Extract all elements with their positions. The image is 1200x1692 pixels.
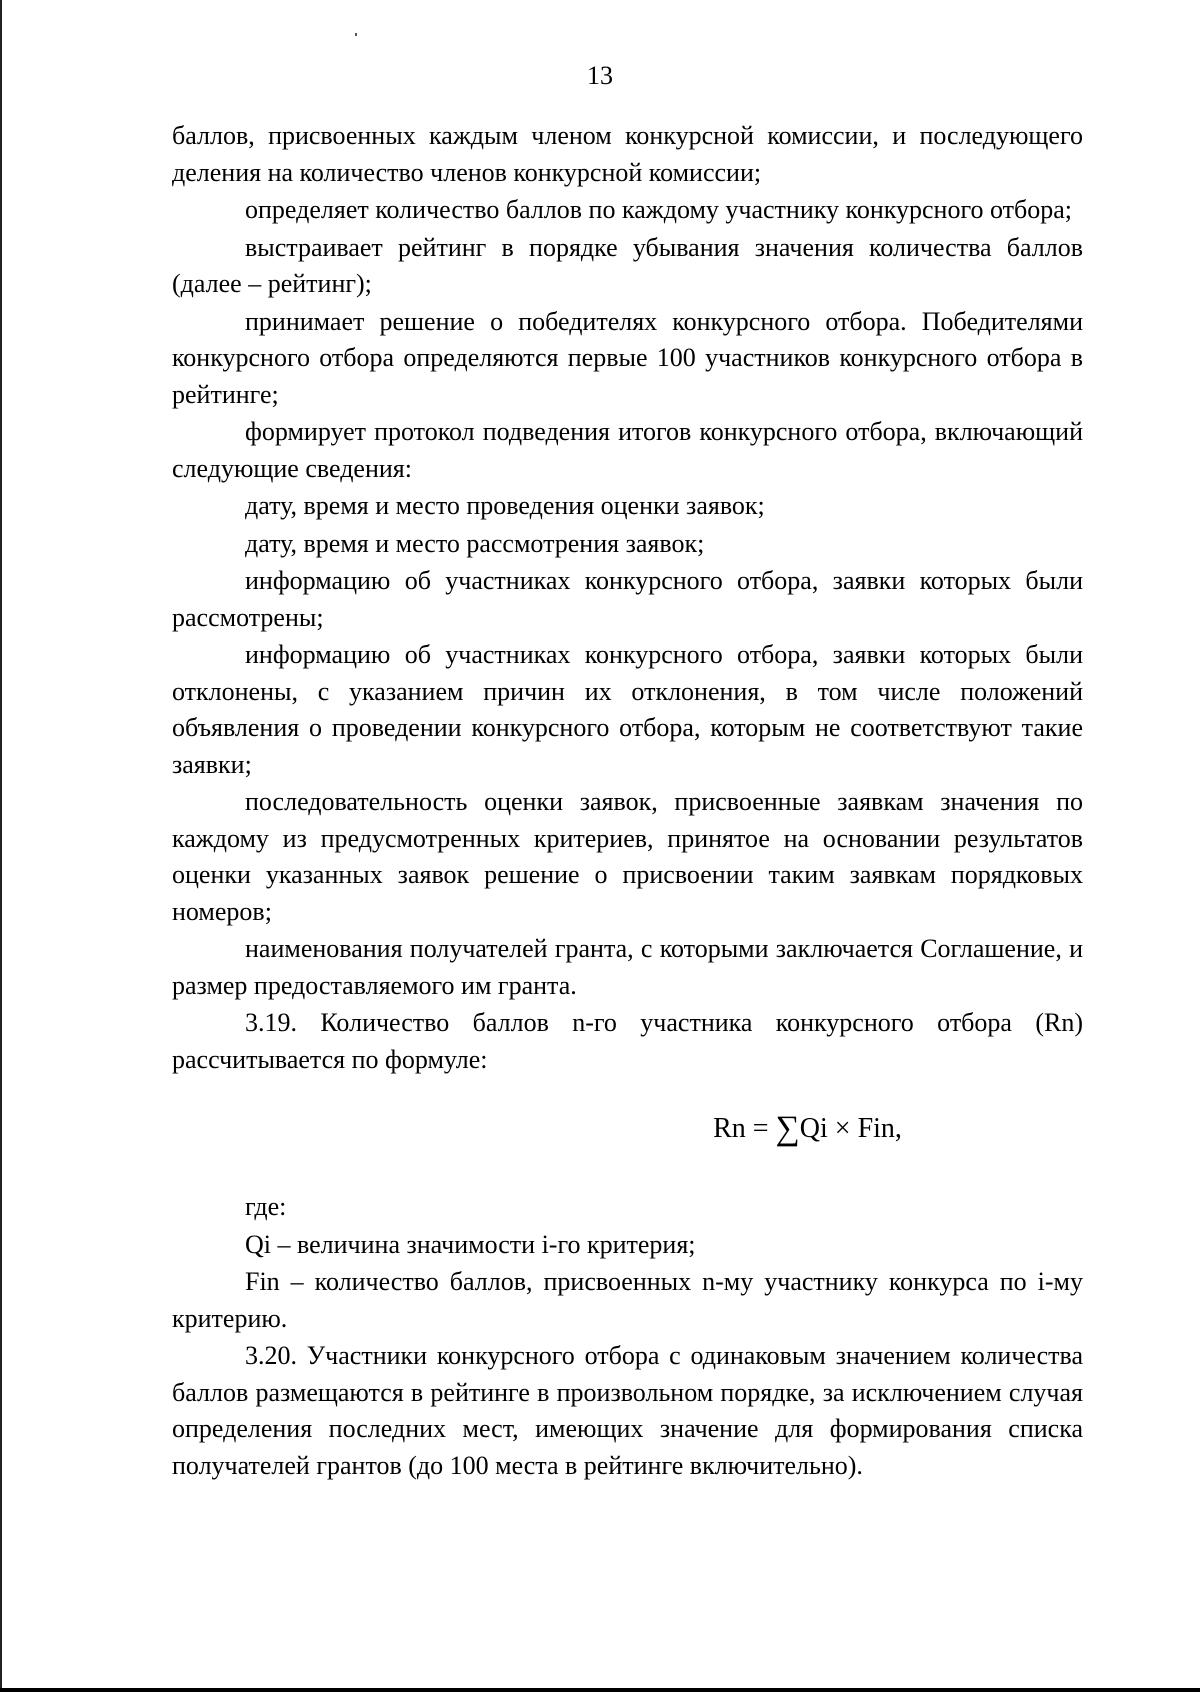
paragraph: Qi – величина значимости i-го критерия; bbox=[245, 1229, 696, 1259]
formula-right: Qi × Fin, bbox=[799, 1113, 902, 1144]
paragraph: информацию об участниках конкурсного отбора, заявки которых были рассмотрены; bbox=[172, 566, 1083, 632]
paragraph: баллов, присвоенных каждым членом конкурсной комиссии, и последующего деления на количество членов конкурсной комиссии; bbox=[172, 121, 1083, 187]
paragraph: формирует протокол подведения итогов конкурсного отбора, включающий следующие сведения: bbox=[172, 417, 1083, 483]
paragraph: наименования получателей гранта, с которыми заключается Соглашение, и размер предоставляемого им гранта. bbox=[172, 934, 1083, 1000]
paragraph: определяет количество баллов по каждому участнику конкурсного отбора; bbox=[245, 195, 1072, 224]
paragraph: информацию об участниках конкурсного отбора, заявки которых были отклонены, с указанием причин их отклонения, в том числе положений объявления о проведении конкурсного отбора, которым не соответствуют такие заявки; bbox=[172, 640, 1083, 779]
sum-sign: ∑ bbox=[775, 1110, 800, 1147]
formula bbox=[172, 1079, 1083, 1179]
scan-speck bbox=[355, 33, 357, 36]
paragraph: 3.20. Участники конкурсного отбора с одинаковым значением количества баллов размещаются в рейтинге в произвольном порядке, за исключением случая определения последних мест, имеющих значение для формирования списка получателей грантов (до 100 места в рейтинге включительно). bbox=[172, 1341, 1083, 1480]
paragraph: где: bbox=[245, 1192, 287, 1221]
paragraph: принимает решение о победителях конкурсного отбора. Победителями конкурсного отбора определяются первые 100 участников конкурсного отбора в рейтинге; bbox=[172, 306, 1083, 409]
paragraph: выстраивает рейтинг в порядке убывания значения количества баллов (далее – рейтинг); bbox=[172, 232, 1083, 298]
page-number: 13 bbox=[587, 61, 613, 90]
paragraph: дату, время и место рассмотрения заявок; bbox=[245, 528, 705, 558]
scan-bottom-edge bbox=[0, 1688, 1200, 1692]
paragraph: дату, время и место проведения оценки заявок; bbox=[245, 491, 765, 520]
paragraph: последовательность оценки заявок, присвоенные заявкам значения по каждому из предусмотренных критериев, принятое на основании результатов оценки указанных заявок решение о присвоении таким заявкам порядковых номеров; bbox=[172, 787, 1083, 926]
formula-left: Rn = bbox=[713, 1113, 776, 1144]
paragraph: Fin – количество баллов, присвоенных n-му участнику конкурса по i-му критерию. bbox=[172, 1267, 1083, 1333]
scan-left-edge bbox=[0, 0, 2, 1692]
spacer bbox=[172, 1179, 1083, 1189]
paragraph: 3.19. Количество баллов n-го участника конкурсного отбора (Rn) рассчитывается по формуле: bbox=[172, 1008, 1083, 1074]
document-body bbox=[172, 118, 1083, 1485]
